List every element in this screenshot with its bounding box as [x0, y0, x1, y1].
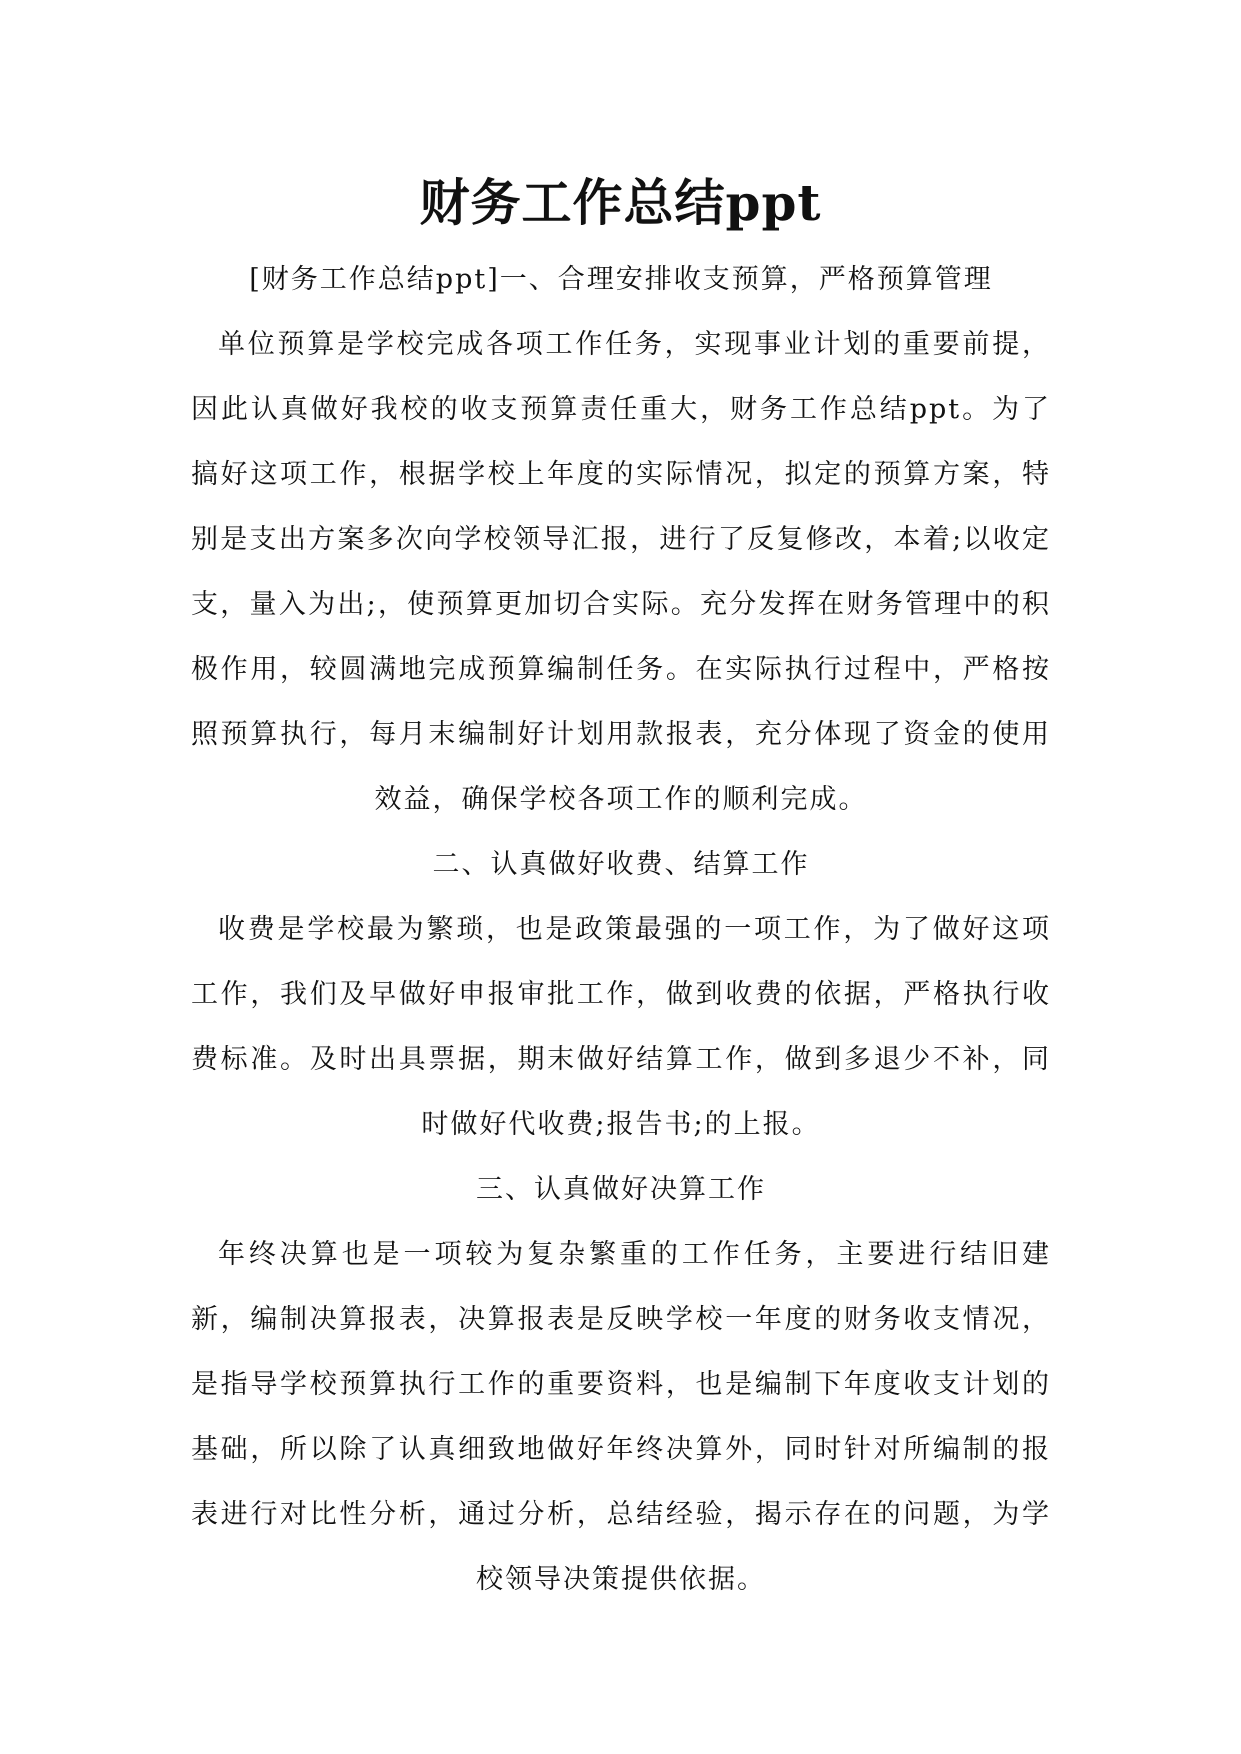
document-title: 财务工作总结ppt: [419, 173, 822, 232]
document-body: [191, 247, 1051, 1612]
paragraph-budget: 单位预算是学校完成各项工作任务，实现事业计划的重要前提，因此认真做好我校的收支预算责任重大，财务工作总结ppt。为了搞好这项工作，根据学校上年度的实际情况，拟定的预算方案，特别是支出方案多次向学校领导汇报，进行了反复修改，本着;以收定支，量入为出;，使预算更加切合实际。充分发挥在财务管理中的积极作用，较圆满地完成预算编制任务。在实际执行过程中，严格按照预算执行，每月末编制好计划用款报表，充分体现了资金的使用效益，确保学校各项工作的顺利完成。: [191, 329, 1051, 815]
paragraph-fees: 收费是学校最为繁琐，也是政策最强的一项工作，为了做好这项工作，我们及早做好申报审批工作，做到收费的依据，严格执行收费标准。及时出具票据，期末做好结算工作，做到多退少不补，同时做好代收费;报告书;的上报。: [191, 914, 1051, 1140]
section-heading-final-accounts: 三、认真做好决算工作: [476, 1174, 766, 1205]
section-heading-fees: 二、认真做好收费、结算工作: [432, 849, 810, 880]
paragraph-final-accounts: 年终决算也是一项较为复杂繁重的工作任务，主要进行结旧建新，编制决算报表，决算报表是反映学校一年度的财务收支情况，是指导学校预算执行工作的重要资料，也是编制下年度收支计划的基础，所以除了认真细致地做好年终决算外，同时针对所编制的报表进行对比性分析，通过分析，总结经验，揭示存在的问题，为学校领导决策提供依据。: [191, 1239, 1051, 1595]
intro-heading: [财务工作总结ppt]一、合理安排收支预算，严格预算管理: [249, 264, 993, 295]
